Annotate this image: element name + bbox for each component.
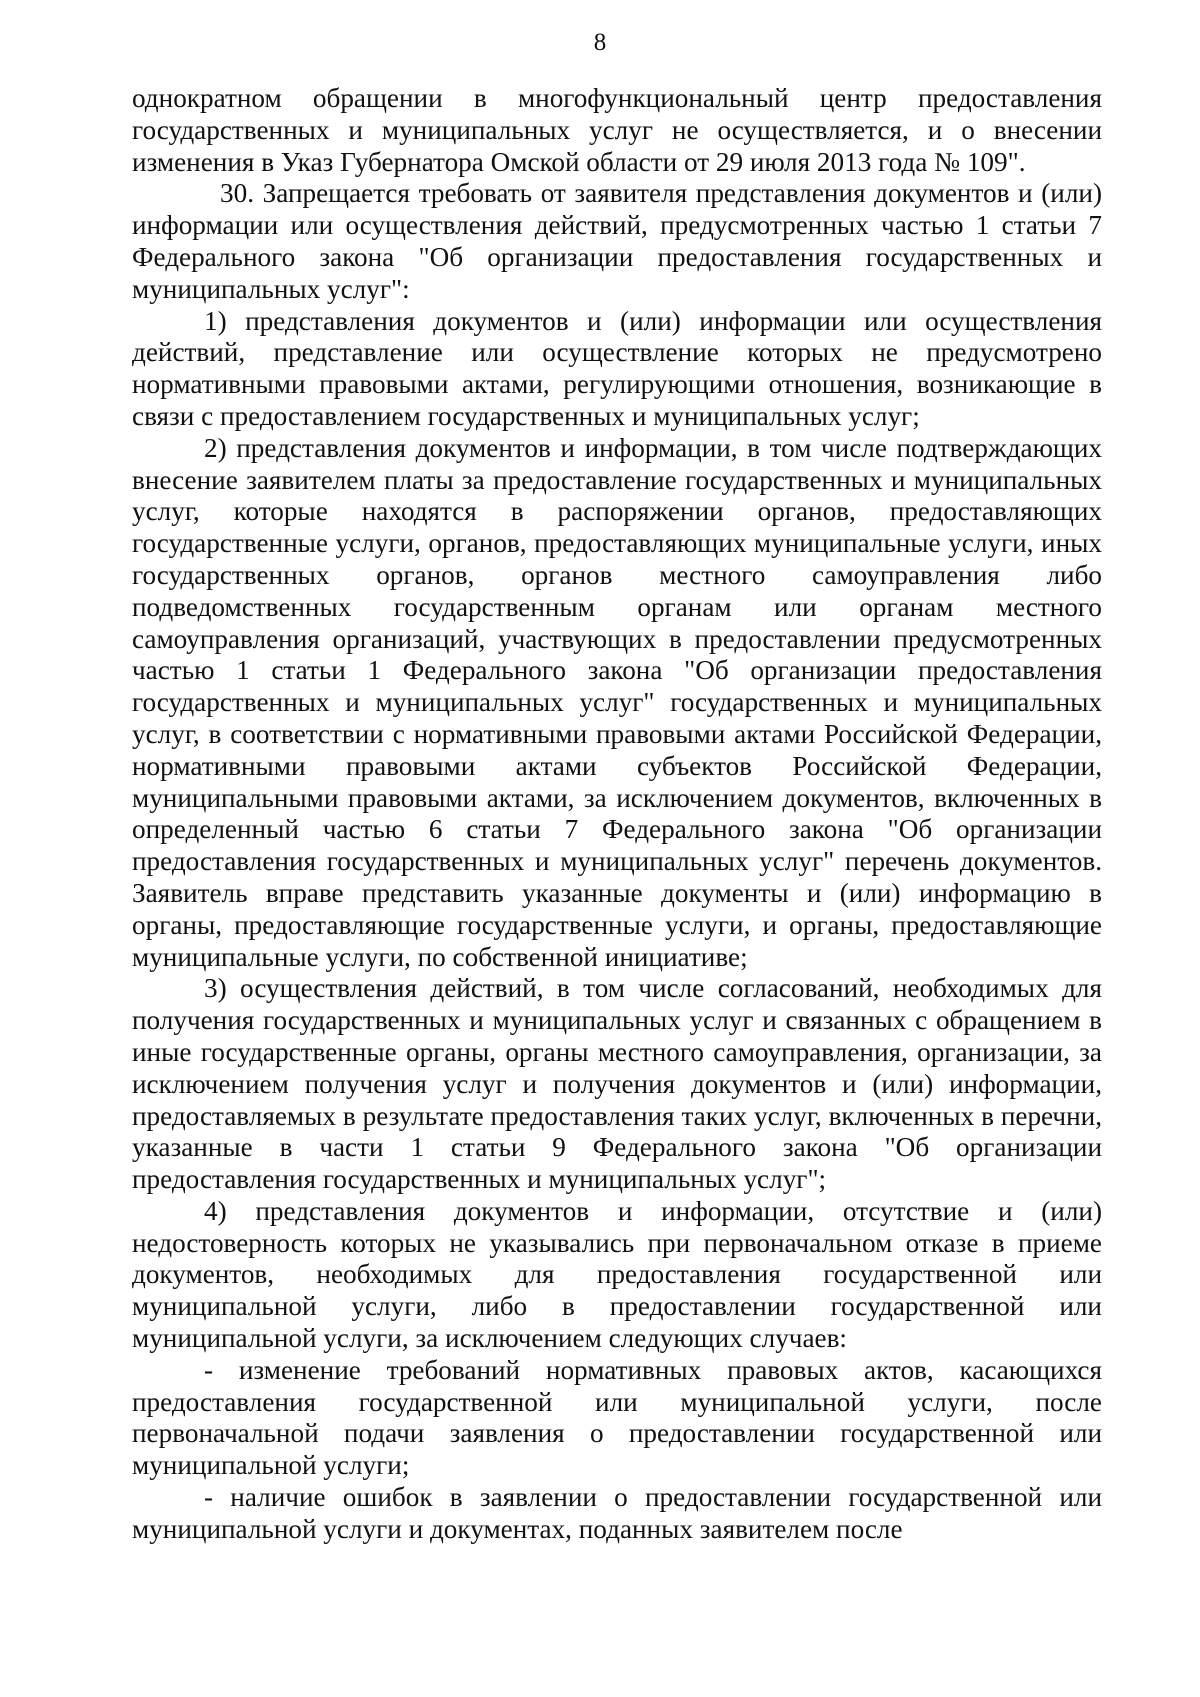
paragraph-subitem-1: 1) представления документов и (или) информации или осуществления действий, представление или осуществление которых не предусмотрено нормативными правовыми актами, регулирующими отношения, возникающие в связи с предоставлением государственных и муниципальных услуг; — [132, 305, 1102, 431]
paragraph-subitem-2: 2) представления документов и информации, в том числе подтверждающих внесение заявителем платы за предоставление государственных и муниципальных услуг, которые находятся в распоряжении органов, предоставляющих государственные услуги, органов, предоставляющих муниципальные услуги, иных государственных органов, органов местного самоуправления либо подведомственных государственным органам или органам местного самоуправления организаций, участвующих в предоставлении предусмотренных частью 1 статьи 1 Федерального закона "Об организации предоставления государственных и муниципальных услуг" государственных и муниципальных услуг, в соответствии с нормативными правовыми актами Российской Федерации, нормативными правовыми актами субъектов Российской Федерации, муниципальными правовыми актами, за исключением документов, включенных в определенный частью 6 статьи 7 Федерального закона "Об организации предоставления государственных и муниципальных услуг" перечень документов. Заявитель вправе представить указанные документы и (или) информацию в органы, предоставляющие государственные услуги, и органы, предоставляющие муниципальные услуги, по собственной инициативе; — [132, 432, 1102, 972]
document-body — [132, 83, 1102, 1546]
paragraph-item-30: 30. Запрещается требовать от заявителя представления документов и (или) информации или осуществления действий, предусмотренных частью 1 статьи 7 Федерального закона "Об организации предоставления государственных и муниципальных услуг": — [132, 178, 1102, 304]
paragraph-dash-item-1: - изменение требований нормативных правовых актов, касающихся предоставления государственной или муниципальной услуги, после первоначальной подачи заявления о предоставлении государственной или муниципальной услуги; — [132, 1354, 1102, 1481]
paragraph-continuation: однократном обращении в многофункциональный центр предоставления государственных и муниципальных услуг не осуществляется, и о внесении изменения в Указ Губернатора Омской области от 29 июля 2013 года № 109". — [132, 83, 1102, 177]
paragraph-subitem-4: 4) представления документов и информации, отсутствие и (или) недостоверность которых не указывались при первоначальном отказе в приеме документов, необходимых для предоставления государственной или муниципальной услуги, либо в предоставлении государственной или муниципальной услуги, за исключением следующих случаев: — [132, 1195, 1102, 1354]
paragraph-subitem-3: 3) осуществления действий, в том числе согласований, необходимых для получения государственных и муниципальных услуг и связанных с обращением в иные государственные органы, органы местного самоуправления, организации, за исключением получения услуг и получения документов и (или) информации, предоставляемых в результате предоставления таких услуг, включенных в перечни, указанные в части 1 статьи 9 Федерального закона "Об организации предоставления государственных и муниципальных услуг"; — [132, 973, 1102, 1195]
paragraph-dash-item-2: - наличие ошибок в заявлении о предоставлении государственной или муниципальной услуги и документах, поданных заявителем после — [132, 1482, 1102, 1544]
page-number: 8 — [593, 29, 607, 56]
